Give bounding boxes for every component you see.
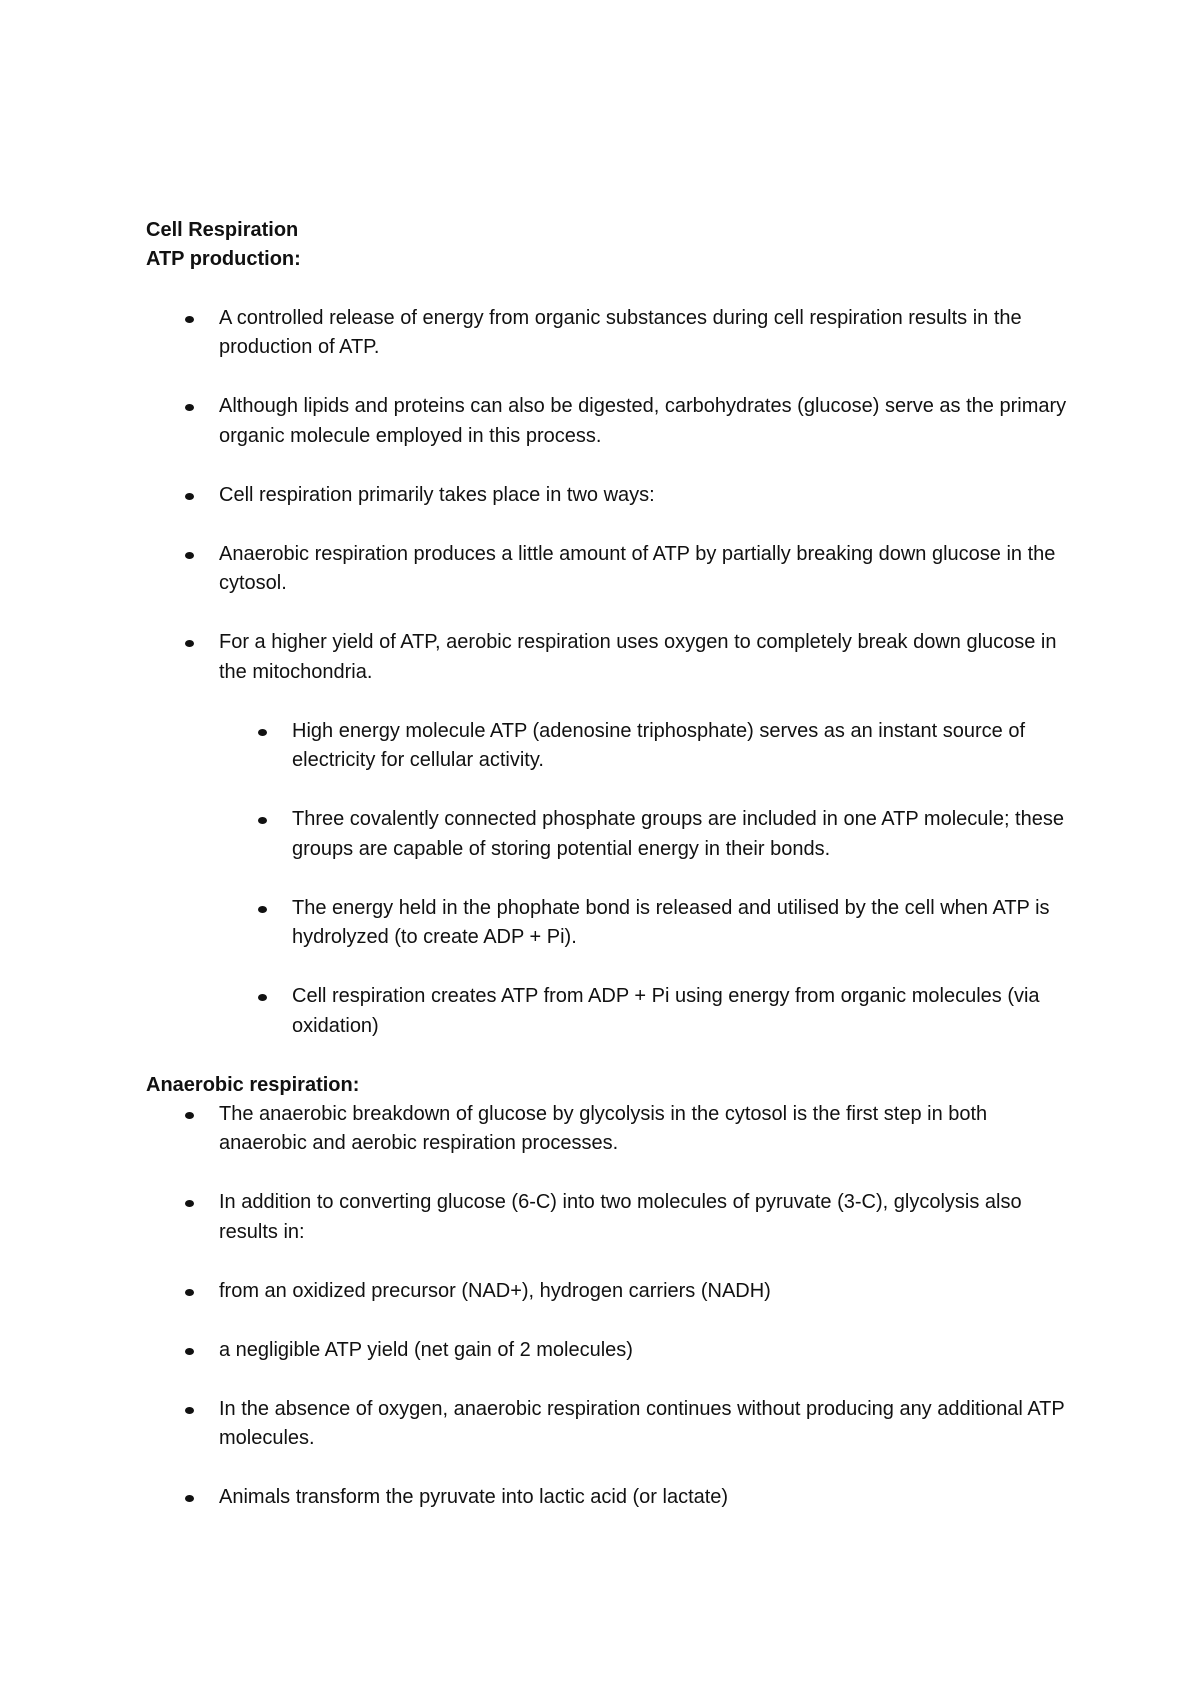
list-item — [146, 1100, 1076, 1159]
sub-list-item — [146, 982, 1076, 1041]
list-item — [146, 1336, 1076, 1366]
list-item — [146, 628, 1076, 687]
list-item-text: a negligible ATP yield (net gain of 2 molecules) — [219, 1338, 633, 1361]
spacer — [146, 274, 1076, 304]
list-item-text: Cell respiration creates ATP from ADP + Pi using energy from organic molecules (via oxidation) — [292, 985, 1040, 1037]
list-item — [146, 392, 1076, 451]
list-item — [146, 1483, 1076, 1513]
list-item — [146, 1277, 1076, 1307]
list-item — [146, 1188, 1076, 1247]
bullet-icon — [185, 552, 194, 559]
list-item-text: Cell respiration primarily takes place in two ways: — [219, 483, 655, 506]
bullet-icon — [185, 1200, 194, 1207]
bullet-icon — [258, 729, 267, 736]
list-item-text: Although lipids and proteins can also be digested, carbohydrates (glucose) serve as the primary organic molecule employed in this process. — [219, 395, 1067, 447]
bullet-icon — [185, 404, 194, 411]
list-item-text: High energy molecule ATP (adenosine triphosphate) serves as an instant source of electricity for cellular activity. — [292, 719, 1026, 771]
sub-list-item — [146, 717, 1076, 776]
document-body — [146, 216, 1076, 1513]
bullet-icon — [258, 817, 267, 824]
list-item — [146, 1395, 1076, 1454]
list-item — [146, 540, 1076, 599]
list-item-text: A controlled release of energy from organic substances during cell respiration results in the production of ATP. — [219, 306, 1022, 358]
list-item-text: In addition to converting glucose (6-C) into two molecules of pyruvate (3-C), glycolysis also results in: — [219, 1191, 1022, 1243]
list-item — [146, 481, 1076, 511]
section-heading-anaerobic-respiration: Anaerobic respiration: — [146, 1073, 360, 1096]
bullet-icon — [185, 1495, 194, 1502]
list-item-text: Animals transform the pyruvate into lactic acid (or lactate) — [219, 1486, 729, 1508]
bullet-icon — [185, 640, 194, 647]
bullet-icon — [185, 1348, 194, 1355]
list-item-text: Three covalently connected phosphate groups are included in one ATP molecule; these groups are capable of storing potential energy in their bonds. — [292, 808, 1064, 860]
bullet-icon — [185, 1407, 194, 1414]
anaerobic-respiration-list — [146, 1100, 1076, 1513]
sub-list-item — [146, 894, 1076, 953]
bullet-icon — [185, 1112, 194, 1119]
list-item — [146, 304, 1076, 363]
list-item-text: Anaerobic respiration produces a little amount of ATP by partially breaking down glucose in the cytosol. — [219, 542, 1056, 594]
section-heading-atp-production: ATP production: — [146, 248, 301, 270]
bullet-icon — [258, 994, 267, 1001]
list-item-text: from an oxidized precursor (NAD+), hydrogen carriers (NADH) — [219, 1279, 771, 1302]
atp-production-list — [146, 304, 1076, 1042]
list-item-text: The anaerobic breakdown of glucose by glycolysis in the cytosol is the first step in both anaerobic and aerobic respiration processes. — [219, 1102, 988, 1154]
sub-list-item — [146, 805, 1076, 864]
list-item-text: For a higher yield of ATP, aerobic respiration uses oxygen to completely break down glucose in the mitochondria. — [219, 631, 1057, 683]
document-title: Cell Respiration — [146, 219, 299, 241]
list-item-text: The energy held in the phophate bond is released and utilised by the cell when ATP is hydrolyzed (to create ADP + Pi). — [292, 896, 1050, 948]
list-item-text: In the absence of oxygen, anaerobic respiration continues without producing any additional ATP molecules. — [219, 1397, 1065, 1449]
bullet-icon — [258, 906, 267, 913]
bullet-icon — [185, 316, 194, 323]
bullet-icon — [185, 1289, 194, 1296]
bullet-icon — [185, 493, 194, 500]
